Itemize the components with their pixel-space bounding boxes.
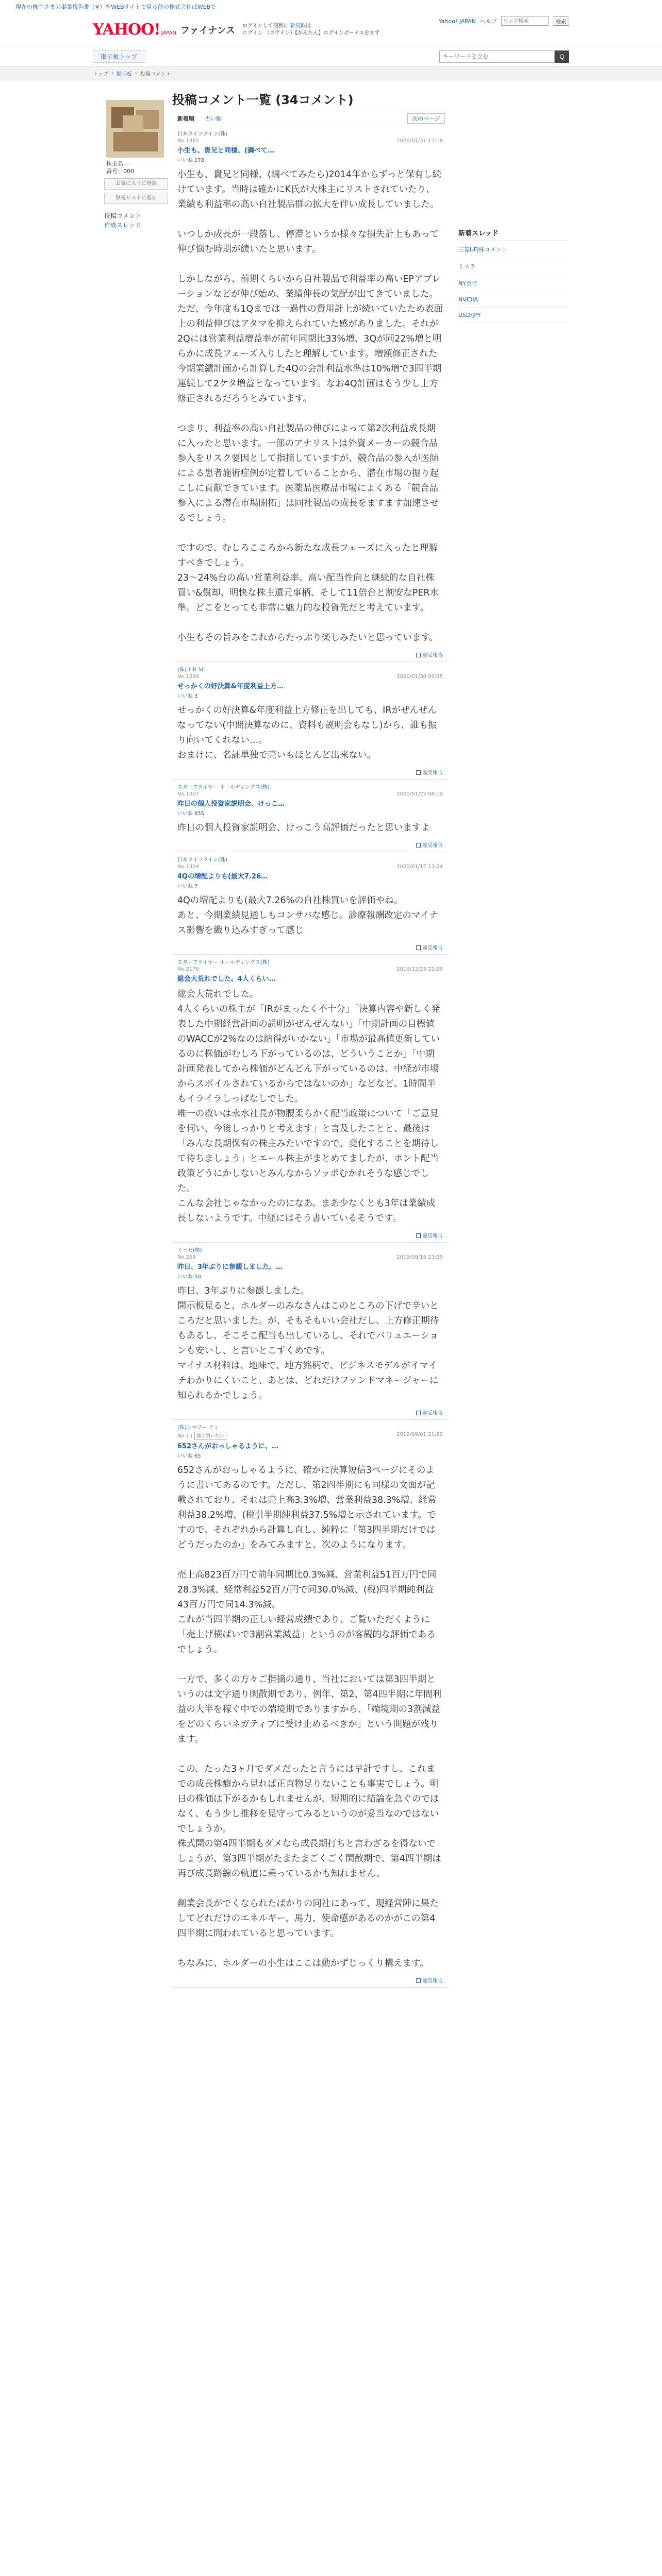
post-number[interactable]: No.205: [177, 1255, 196, 1260]
post-number[interactable]: No.1007: [177, 791, 199, 797]
report-label: 違反報告: [422, 1233, 443, 1239]
report-link[interactable]: [177, 1409, 443, 1416]
flag-icon: [416, 653, 421, 657]
post-meta: [177, 864, 443, 870]
post-stock-link[interactable]: (株)シマブー ティ: [177, 1425, 219, 1431]
new-thread-link[interactable]: 三菱UFJ株コメント: [458, 241, 569, 258]
like-count[interactable]: いいね 855: [177, 811, 205, 817]
post-date: 2019/09/16 23:29: [396, 1255, 443, 1260]
banner-link[interactable]: 現在の株主さまの事業報告書（※）をWEBサイトで見る前の株式会社はWEBで: [15, 4, 217, 10]
new-thread-link[interactable]: NY金で: [458, 275, 569, 292]
post-title-link[interactable]: 昨日の個人投資家説明会、けっこ…: [177, 800, 285, 808]
post-body: 昨日、3年ぶりに参観しました。 開示板見ると、ホルダーのみなさんはこのところの下げで辛いところだと思いました。が、そもそもいい会社だし、上方修正期待もあるし、そこそこ配当も出しているし、それでバリュエーションも安いし、と言いとこずくめです。 マイナス材料は、地味で、地方銘柄で、ビジネスモデルがイマイチわかりにくいこと、あとは、どれだけファンドマネージャーに知られるかでしょう。: [177, 1286, 439, 1401]
user-name: 株主名…: [106, 160, 129, 167]
report-label: 違反報告: [422, 843, 443, 849]
yahoo-logo[interactable]: YAHOO!: [93, 21, 160, 39]
post-date: 2019/09/01 21:29: [396, 1432, 443, 1437]
yahoo-logo-sub: JAPAN: [161, 30, 176, 36]
post-item: [172, 852, 448, 955]
post-stock-link[interactable]: スターフライヤー ホールディングス(株): [177, 785, 270, 790]
post-body: 4Qの増配よりも(最大7.26%の自社株買いを評価やね。 あと、今期業績見通しもコンサバな感じ。診療報酬改定のマイナス影響を織り込みすぎって感じ: [177, 895, 438, 936]
user-links: [104, 211, 172, 230]
post-item: [172, 1243, 448, 1420]
report-label: 違反報告: [422, 1411, 443, 1416]
post-item: [172, 1420, 448, 1988]
new-threads-heading: 新着スレッド: [458, 228, 569, 241]
report-link[interactable]: [177, 841, 443, 849]
post-title-link[interactable]: 4Qの増配よりも(最大7.26…: [177, 873, 268, 880]
post-date: 2020/01/30 09:35: [396, 674, 443, 680]
sidebar-item-threads[interactable]: 作成スレッド: [104, 222, 141, 229]
page-body: [0, 82, 662, 1988]
page-title: 投稿コメント一覧 (34コメント): [172, 93, 354, 107]
search-icon[interactable]: Q: [555, 50, 569, 63]
post-body: 昨日の個人投資家説明会、けっこう高評価だったと思いますよ: [177, 823, 430, 833]
post-stock-link[interactable]: スターフライヤー ホールディングス(株): [177, 960, 270, 965]
post-date: 2020/01/31 17:18: [396, 138, 443, 144]
header-utility: [438, 16, 569, 26]
post-number[interactable]: No.2176: [177, 967, 199, 972]
sort-tabs: [172, 111, 448, 126]
post-date: 2020/01/25 08:19: [396, 791, 443, 797]
top-banner[interactable]: [0, 0, 662, 13]
report-link[interactable]: [177, 768, 443, 776]
flag-icon: [416, 843, 421, 848]
sidebar-item-comments[interactable]: 投稿コメント: [104, 212, 142, 219]
report-label: 違反報告: [422, 770, 443, 776]
post-title-link[interactable]: 昨日、3年ぶりに参観しました。…: [177, 1263, 283, 1271]
yahoo-japan-link[interactable]: Yahoo! JAPAN: [438, 18, 476, 25]
new-thread-link[interactable]: NVIDIA: [458, 292, 569, 308]
register-link[interactable]: 新規取得: [290, 23, 311, 29]
web-search-button[interactable]: 検索: [553, 16, 569, 26]
report-link[interactable]: [177, 1976, 443, 1984]
breadcrumb-current: 投稿コメント: [140, 72, 171, 77]
new-thread-link[interactable]: USD/JPY: [458, 308, 569, 323]
flag-icon: [416, 1978, 421, 1983]
like-count[interactable]: いいね 3: [177, 693, 198, 699]
report-link[interactable]: [177, 1231, 443, 1239]
user-caption: [106, 160, 172, 175]
post-title-link[interactable]: 総会大荒れでした。4人くらい…: [177, 975, 276, 983]
post-meta: [177, 1255, 443, 1260]
tab-oldest[interactable]: 古い順: [204, 115, 222, 122]
breadcrumb-separator-icon: ›: [111, 71, 113, 76]
board-nav: [0, 46, 662, 67]
breadcrumb-separator-icon: ›: [135, 71, 137, 76]
header-login-links: [242, 23, 379, 37]
post-stock-link[interactable]: 日本ライフライン(株): [177, 131, 227, 137]
post-body: 総会大荒れでした。 4人くらいの株主が「IRがまったく不十分」「決算内容や新しく発表した中期経営計画の説明がぜんぜんない」「中期計画の目標値のWACCが2%なのは納得がいかない」「市場が最高値更新しているのに株価がむしろ下がっているのは、どういうことか」「中期計画発表してから株価がどんどん下がっているのは、中経が市場からスポイルされているからではないのか」などなど、1時間半もイライラしっぱなしでした。 唯一の救いは永水社長が物腰柔らかく配当政策について「ご意見を伺い、今後しっかりと考えます」と言及したことと、最後は「みんな長期保有の株主みたいですので、変化することを期待して待ちましょう」とエール株主がまとめてましたが、ホント配当政策どうにかしないとみんなからソッポむかれそうな感じでした。 こんな会社じゃなかったのになあ。まあ少なくとも3年は業績成長しないようです。中経にはそう書いているそうです。: [177, 989, 440, 1224]
post-title-link[interactable]: 652さんがおっしゃるように、…: [177, 1443, 279, 1450]
service-name[interactable]: ファイナンス: [180, 25, 236, 36]
post-date: 2019/12/23 22:29: [396, 967, 443, 972]
login-bonus-text: （ログイン）【かんたん】ログインボーナスをまず: [264, 30, 380, 36]
follow-button[interactable]: お気に入りに登録: [104, 178, 168, 190]
sentiment-badge: 強く買いたい: [194, 1432, 226, 1439]
post-stock-link[interactable]: (株)ＪＢ Ｍ: [177, 667, 204, 673]
report-link[interactable]: [177, 943, 443, 951]
breadcrumb-board[interactable]: 掲示板: [116, 72, 132, 77]
login-promo-text: ログインして便利に: [242, 23, 289, 29]
new-thread-link[interactable]: ミスラ: [458, 258, 569, 275]
next-page-button[interactable]: 次のページ: [407, 113, 445, 124]
post-stock-link[interactable]: ミ一ゼ(株): [177, 1248, 202, 1253]
post-number[interactable]: No.1304: [177, 864, 199, 870]
post-number[interactable]: No.15: [177, 1433, 193, 1439]
help-link[interactable]: ヘルプ: [480, 18, 497, 25]
web-search-input[interactable]: [501, 16, 549, 26]
post-body: 小生も、貴兄と同様、(調べてみたら)2014年からずっと保有し続けています。当時は確かにK氏が大株主にリストされていたり、業績も利益率の高い自社製品群の拡大を伴い成長していました。 いつしか成長が一段落し、停滞というか様々な損失計上もあって伸び悩む時期が続いたと思います。 しかしながら、前期くらいから自社製品で利益率の高いEPアブレーションなどが伸び始め、業績伸長の気配が出てきていました。ただ、今年度も1Qまでは一過性の費用計上が続いていたため表面上の利益伸びはアタマを抑えられていた感がありました。それが2Qには営業利益増益率が前年同期比33%増、3Qが同22%増と明らかに成長フェーズ入りしたと理解しています。増額修正された今期業績計画から計算した4Qの会計利益水準は10%増で3四半期連続して2ケタ増益となっています。なお4Q計画はもう少し上方修正されるだろうとみています。 つまり、利益率の高い自社製品の伸びによって第2次利益成長期に入ったと思います。一部のアナリストは外資メーカーの競合品参入をリスク要因として指摘していますが、競合品の参入が医師による患者施術症例が定着していることから、潜在市場の掘り起こしに貢献できています。医薬品医療品市場によくある「競合品参入による潜在市場開拓」は同社製品の成長をますます加速させるでしょう。 ですので、むしろこころから新たな成長フェーズに入ったと理解すべきでしょう。 23〜24%台の高い営業利益率、高い配当性向と継続的な自社株買い&償却、明快な株主還元事柄、そして11倍台と割安なPER水準。どこをとっても非常に魅力的な投資先だと考えています。 小生もその旨みをこれからたっぷり楽しみたいと思っています。: [177, 170, 443, 643]
user-number: 番号：000: [106, 168, 134, 175]
flag-icon: [416, 1411, 421, 1415]
report-label: 違反報告: [422, 945, 443, 951]
report-label: 違反報告: [422, 1978, 443, 1984]
ignore-button[interactable]: 無視リストに追加: [104, 193, 168, 204]
post-number[interactable]: No.1365: [177, 138, 199, 144]
post-item: [172, 126, 448, 662]
breadcrumb: [0, 67, 662, 80]
like-count[interactable]: いいね 7: [177, 884, 198, 889]
post-meta: [177, 138, 443, 144]
like-count[interactable]: いいね 50: [177, 1274, 201, 1280]
post-meta: [177, 1432, 443, 1439]
flag-icon: [416, 1233, 421, 1238]
new-threads-list: [458, 241, 569, 323]
new-threads-panel: [458, 82, 569, 1988]
tab-newest[interactable]: 新着順: [177, 115, 194, 122]
board-search: [439, 50, 569, 63]
post-meta: [177, 674, 443, 680]
post-date: 2020/01/17 13:24: [396, 864, 443, 870]
login-link[interactable]: ログイン: [242, 30, 263, 36]
like-count[interactable]: いいね 65: [177, 1453, 201, 1459]
post-title-link[interactable]: せっかくの好決算&年度利益上方…: [177, 683, 284, 690]
user-sidebar: [93, 82, 172, 1988]
site-header: [0, 13, 662, 46]
post-body: 652さんがおっしゃるように、確かに決算短信3ページにそのように書いてあるのです。ただし、第2四半期にも同様の文面が記載されており、それは売上高3.3%増、営業利益38.3%増、経常利益38.2%増、(税引半期純利益37.5%増と示されています。ですので、それぞれから計算し直し、純粋に「第3四半期だけではどうだったのか」をみてみますと、次のようになります。 売上高823百万円で前年同期比0.3%減、営業利益51百万円で同28.3%減、経常利益52百万円で同30.0%減、(税)四半期純利益43百万円で同14.3%減。 これが当四半期の正しい経営成績であり、ご覧いただくように「売上げ横ばいで3割営業減益」というのが客観的な評価であるでしょう。 一方で、多くの方々ご指摘の通り、当社においては第3四半期というのは文字通り閑散期であり、例年、第2、第4四半期に年間利益の大半を稼ぐ中での端境期でありますから、「端境期の3割減益をどのくらいネガティブに受け止めるべきか」という問題が残ります。 この、たった3ヶ月でダメだったと言うには早計ですし、これまでの成長株癖から見れば正直物足りないことも事実でしょう。明日の株価は下がるかもしれませんが、短期的に結論を急ぐのではなく、もう少し推移を見守ってみるというのが妥当なのではないでしょうか。 株式開の第4四半期もダメなら成長期打ちと言わざるを得ないでしょうが、第3四半期がたまたまごくごく閑散期で、第4四半期は再び成長路線の軌道に乗っているかも知れません。 創業会長がでくなられたばかりの同社にあって、現経営陣に果たしてどれだけのエネルギー、馬力、使命感があるのかがこの第4四半期に問われていると思っています。 ちなみに、ホルダーの小生はここは動かずじっくり構えます。: [177, 1465, 442, 1969]
post-number[interactable]: No.1294: [177, 674, 199, 680]
report-link[interactable]: [177, 651, 443, 658]
post-title-link[interactable]: 小生も、貴兄と同様、(調べて…: [177, 147, 274, 155]
like-count[interactable]: いいね 178: [177, 158, 205, 163]
flag-icon: [416, 945, 421, 950]
board-home-button[interactable]: 掲示板トップ: [93, 50, 145, 63]
post-meta: [177, 791, 443, 797]
post-item: [172, 662, 448, 779]
posts-container: [172, 126, 448, 1988]
breadcrumb-top[interactable]: トップ: [93, 72, 108, 77]
post-item: [172, 955, 448, 1243]
post-meta: [177, 967, 443, 972]
board-search-input[interactable]: [439, 50, 555, 63]
post-stock-link[interactable]: 日本ライフライン(株): [177, 857, 227, 863]
post-item: [172, 779, 448, 852]
comment-list: [172, 82, 448, 1988]
avatar: [106, 100, 164, 158]
flag-icon: [416, 770, 421, 775]
post-body: せっかくの好決算&年度利益上方修正を出しても、IRがぜんぜんなってない(中間決算なのに、資料も説明会もなし)から、誰も振り向いてくれない…。 おまけに、名証単独で売いもほとんど出来ない。: [177, 705, 437, 760]
report-label: 違反報告: [422, 653, 443, 658]
